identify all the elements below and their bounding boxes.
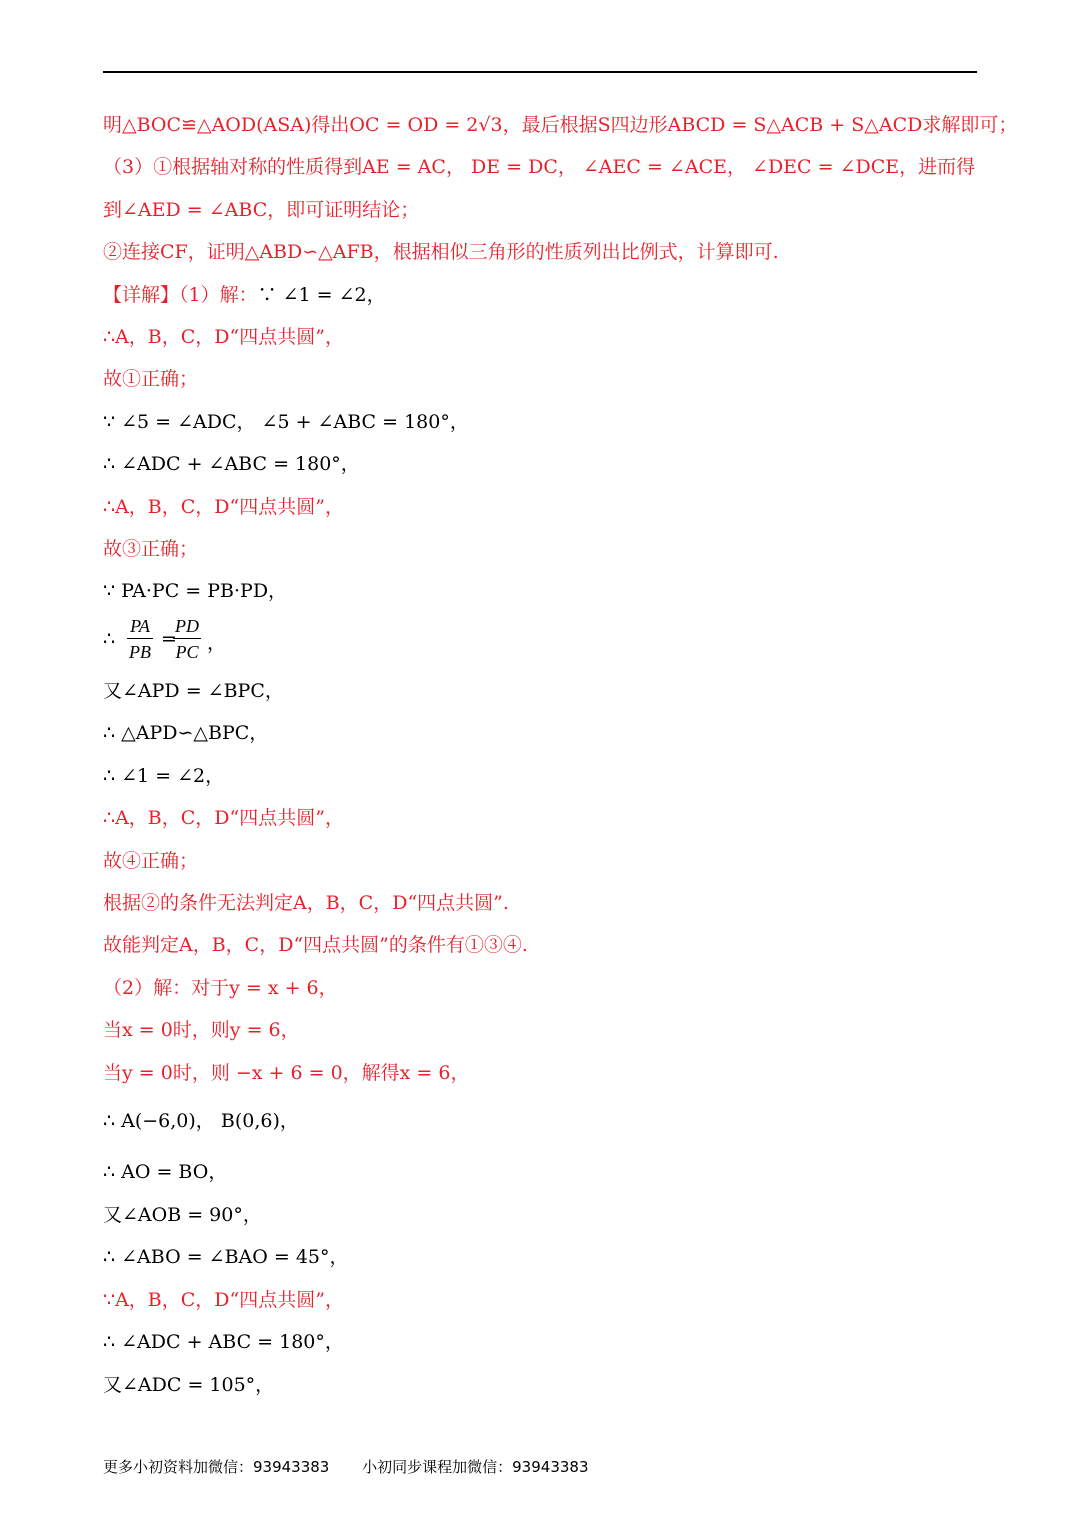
text-line-4: ②连接CF，证明△ABD∽△AFB，根据相似三角形的性质列出比例式，计算即可. <box>103 241 779 263</box>
text-line-11: 故③正确； <box>103 538 199 560</box>
fraction-left-denominator: PB <box>129 642 151 662</box>
header-rule <box>103 71 977 73</box>
text-line-29: 又∠ADC = 105°， <box>103 1374 275 1396</box>
text-line-26: ∴ ∠ABO = ∠BAO = 45°， <box>103 1246 349 1268</box>
text-line-6: ∴A，B，C，D“四点共圆”， <box>103 326 344 348</box>
therefore-symbol: ∴ <box>103 628 116 650</box>
fraction-right <box>173 614 201 663</box>
text-line-16: ∴A，B，C，D“四点共圆”， <box>103 807 344 829</box>
fraction-left-numerator: PA <box>127 614 153 639</box>
text-line-21: 当x = 0时，则y = 6， <box>103 1019 300 1041</box>
text-line-20: （2）解：对于y = x + 6， <box>103 977 338 999</box>
text-line-28: ∴ ∠ADC + ABC = 180°， <box>103 1331 344 1353</box>
text-line-9: ∴ ∠ADC + ∠ABC = 180°， <box>103 453 360 475</box>
text-line-10: ∴A，B，C，D“四点共圆”， <box>103 496 344 518</box>
fraction-right-denominator: PC <box>175 642 199 662</box>
text-line-17: 故④正确； <box>103 850 199 872</box>
text-line-12: ∵ PA·PC = PB·PD， <box>103 580 288 602</box>
text-line-7: 故①正确； <box>103 368 199 390</box>
fraction-right-numerator: PD <box>173 614 201 639</box>
text-line-19: 故能判定A，B，C，D“四点共圆”的条件有①③④. <box>103 934 528 956</box>
fraction-equals: = <box>161 628 177 650</box>
text-line-18: 根据②的条件无法判定A，B，C，D“四点共圆”. <box>103 892 509 914</box>
detail-statement: ∵ ∠1 = ∠2， <box>257 284 386 306</box>
text-line-1: 明△BOC≌△AOD(ASA)得出OC = OD = 2√3，最后根据S四边形ABCD = S△ACB + S△ACD求解即可； <box>103 114 1018 136</box>
text-line-27: ∵A，B，C，D“四点共圆”， <box>103 1289 344 1311</box>
footer-left-text: 更多小初资料加微信：93943383 <box>103 1458 330 1476</box>
text-line-23: ∴ A(−6,0)， B(0,6)， <box>103 1110 299 1132</box>
text-line-22: 当y = 0时，则 −x + 6 = 0，解得x = 6， <box>103 1062 470 1084</box>
page-footer <box>103 1456 617 1477</box>
fraction-left <box>127 614 153 663</box>
footer-right-text: 小初同步课程加微信：93943383 <box>362 1458 589 1476</box>
text-line-24: ∴ AO = BO， <box>103 1161 228 1183</box>
text-line-5 <box>103 280 386 310</box>
text-line-15: ∴ ∠1 = ∠2， <box>103 765 225 787</box>
text-line-3: 到∠AED = ∠ABC，即可证明结论； <box>103 199 420 221</box>
text-line-8: ∵ ∠5 = ∠ADC， ∠5 + ∠ABC = 180°， <box>103 411 469 433</box>
text-line-14: ∴ △APD∽△BPC， <box>103 722 269 744</box>
text-line-2: （3）①根据轴对称的性质得到AE = AC， DE = DC， ∠AEC = ∠ACE， ∠DEC = ∠DCE，进而得 <box>103 156 976 178</box>
fraction-suffix: ， <box>207 632 227 654</box>
text-line-13: 又∠APD = ∠BPC， <box>103 680 284 702</box>
text-line-25: 又∠AOB = 90°， <box>103 1204 262 1226</box>
detail-heading: 【详解】（1）解： <box>103 284 258 306</box>
